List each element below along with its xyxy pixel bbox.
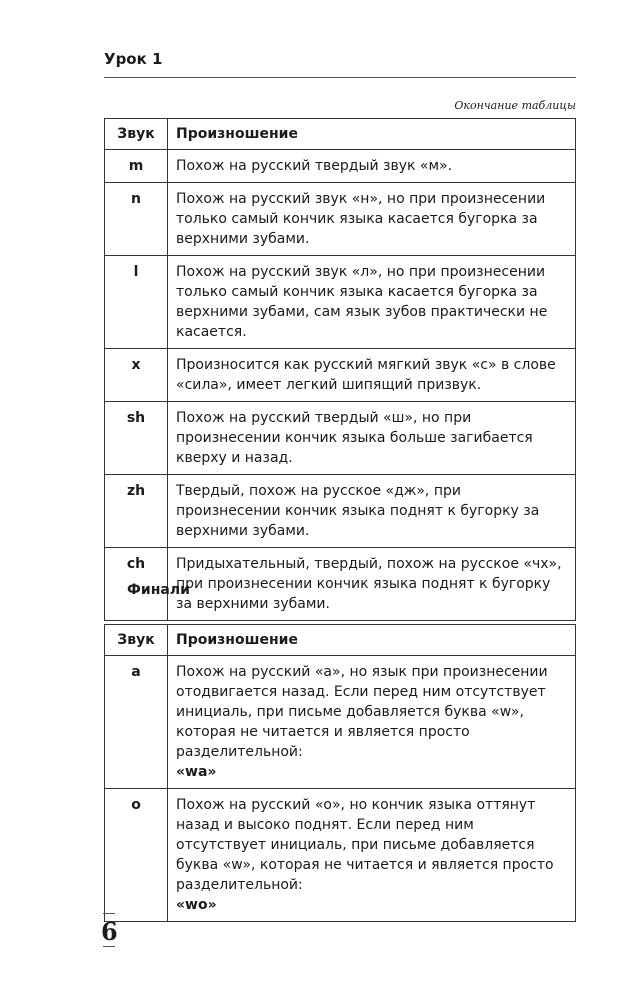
table-header-row: [105, 119, 576, 150]
pronunciation-cell: Похож на русский твердый звук «м».: [168, 150, 576, 183]
sound-cell: a: [105, 656, 168, 789]
finals-table: [104, 624, 576, 922]
column-header-sound: Звук: [105, 119, 168, 150]
column-header-pronunciation: Произношение: [168, 625, 576, 656]
pronunciation-cell: [168, 656, 576, 789]
column-header-sound: Звук: [105, 625, 168, 656]
pronunciation-cell: Похож на русский твердый «ш», но при произнесении кончик языка больше загибается кверху и назад.: [168, 402, 576, 475]
table-row: [105, 150, 576, 183]
table-row: [105, 475, 576, 548]
table-row: [105, 183, 576, 256]
pronunciation-cell: [168, 789, 576, 922]
page-number-mark-bottom: [103, 946, 115, 947]
header-divider: [104, 77, 576, 78]
sound-cell: l: [105, 256, 168, 349]
lesson-title: Урок 1: [104, 50, 163, 68]
table-row: [105, 789, 576, 922]
column-header-pronunciation: Произношение: [168, 119, 576, 150]
pinyin-example: «wo»: [176, 897, 217, 913]
pronunciation-cell: Похож на русский звук «н», но при произнесении только самый кончик языка касается бугорка за верхними зубами.: [168, 183, 576, 256]
pronunciation-text: Похож на русский «а», но язык при произнесении отодвигается назад. Если перед ним отсутствует инициаль, при письме добавляется буква «w», которая не читается и является просто разделительной:: [176, 664, 548, 760]
pronunciation-text: Похож на русский «о», но кончик языка оттянут назад и высоко поднят. Если перед ним отсутствует инициаль, при письме добавляется буква «w», которая не читается и является просто разделительной:: [176, 797, 554, 893]
sound-cell: ch: [105, 548, 168, 621]
page-number-mark-top: [103, 913, 115, 914]
table-row: [105, 256, 576, 349]
table-row: [105, 402, 576, 475]
table-row: [105, 656, 576, 789]
sound-cell: zh: [105, 475, 168, 548]
page-number: 6: [101, 917, 118, 946]
sound-cell: x: [105, 349, 168, 402]
section-title-finals: Финали: [127, 582, 190, 598]
table-continuation-caption: Окончание таблицы: [454, 99, 576, 112]
initials-table-continued: [104, 118, 576, 621]
pronunciation-cell: Произносится как русский мягкий звук «с» в слове «сила», имеет легкий шипящий призвук.: [168, 349, 576, 402]
sound-cell: sh: [105, 402, 168, 475]
pronunciation-cell: Придыхательный, твердый, похож на русское «чх», при произнесении кончик языка поднят к бугорку за верхними зубами.: [168, 548, 576, 621]
sound-cell: o: [105, 789, 168, 922]
pinyin-example: «wa»: [176, 764, 217, 780]
pronunciation-cell: Похож на русский звук «л», но при произнесении только самый кончик языка касается бугорка за верхними зубами, сам язык зубов практически не касается.: [168, 256, 576, 349]
sound-cell: n: [105, 183, 168, 256]
pronunciation-cell: Твердый, похож на русское «дж», при произнесении кончик языка поднят к бугорку за верхними зубами.: [168, 475, 576, 548]
table-header-row: [105, 625, 576, 656]
table-row: [105, 349, 576, 402]
sound-cell: m: [105, 150, 168, 183]
